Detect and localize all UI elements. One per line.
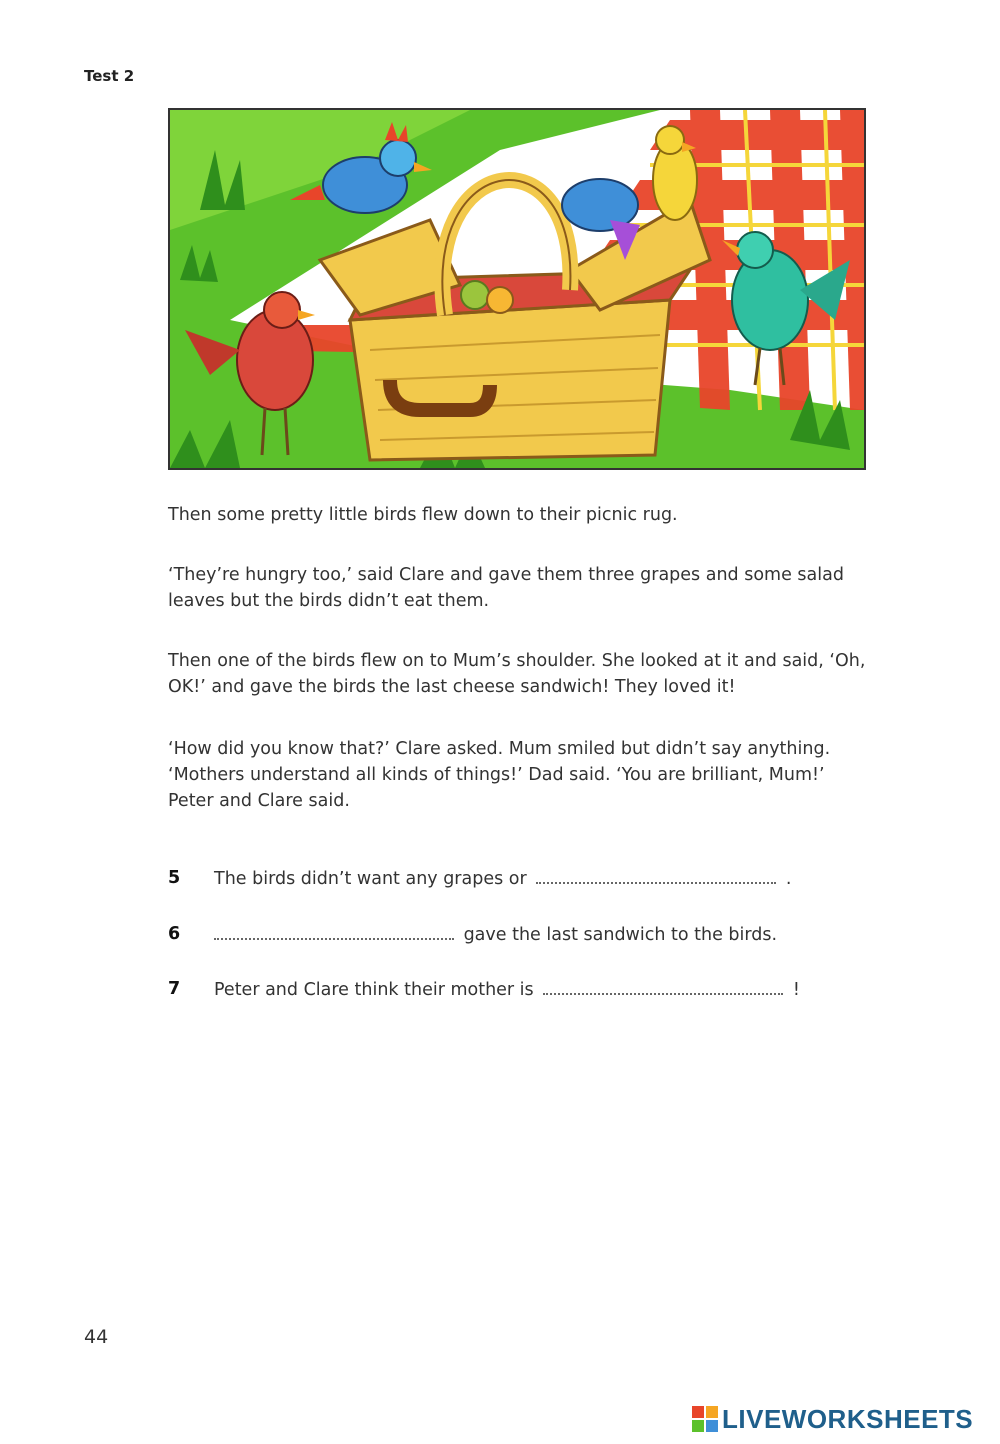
liveworksheets-logo-icon [692, 1406, 718, 1432]
story-paragraph: ‘How did you know that?’ Clare asked. Mum smiled but didn’t say anything. ‘Mothers understand all kinds of things!’ Dad said. ‘You are brilliant, Mum!’ Peter and Clare said. [168, 739, 831, 811]
question-text-before: Peter and Clare think their mother is [214, 980, 534, 1000]
answer-blank[interactable] [536, 868, 776, 884]
story-paragraph: ‘They’re hungry too,’ said Clare and gave them three grapes and some salad leaves but the birds didn’t eat them. [168, 565, 844, 611]
question-text [214, 924, 777, 945]
question-text-after: ! [792, 980, 800, 1000]
question-number: 6 [168, 924, 181, 944]
page-number: 44 [84, 1326, 109, 1348]
answer-blank[interactable] [214, 924, 454, 940]
story-paragraph: Then one of the birds flew on to Mum’s shoulder. She looked at it and said, ‘Oh, OK!’ and gave the birds the last cheese sandwich! They loved it! [168, 651, 866, 697]
question-text [214, 979, 800, 1000]
answer-blank[interactable] [543, 979, 783, 995]
brand-logo[interactable] [692, 1404, 973, 1434]
question-text-before: The birds didn’t want any grapes or [214, 869, 527, 889]
question-text-after: . [785, 869, 792, 889]
question-text [214, 868, 791, 889]
question-number: 7 [168, 979, 181, 999]
question-text-after: gave the last sandwich to the birds. [463, 925, 778, 945]
story-paragraph: Then some pretty little birds flew down to their picnic rug. [168, 505, 678, 525]
question-number: 5 [168, 868, 181, 888]
test-label: Test 2 [84, 67, 135, 85]
picnic-illustration [168, 108, 866, 470]
brand-name: LIVEWORKSHEETS [722, 1403, 974, 1434]
